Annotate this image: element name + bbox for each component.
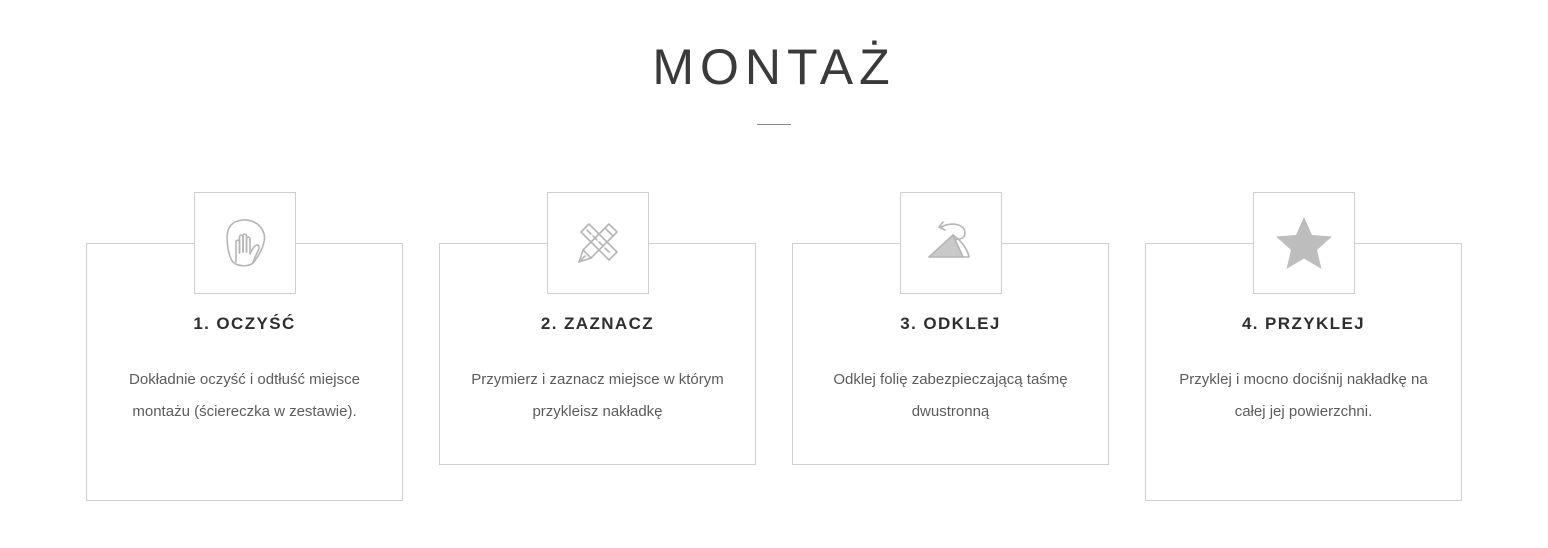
step-card-4 bbox=[1145, 243, 1462, 501]
step-text: Dokładnie oczyść i odtłuść miejsce montażu (ściereczka w zestawie). bbox=[129, 371, 360, 420]
step-card-3 bbox=[792, 243, 1109, 465]
step-title: 2. ZAZNACZ bbox=[540, 314, 655, 333]
step-text: Odklej folię zabezpieczającą taśmę dwustronną bbox=[833, 371, 1068, 420]
star-icon bbox=[1253, 192, 1355, 294]
peel-film-icon bbox=[900, 192, 1002, 294]
step-text: Przyklej i mocno dociśnij nakładkę na całej jej powierzchni. bbox=[1179, 371, 1428, 420]
heading-divider bbox=[757, 124, 791, 125]
section-heading bbox=[0, 0, 1548, 125]
pencil-ruler-icon bbox=[547, 192, 649, 294]
steps-list bbox=[0, 243, 1548, 501]
hand-wipe-icon bbox=[194, 192, 296, 294]
step-title: 1. OCZYŚĆ bbox=[193, 314, 296, 333]
step-card-2 bbox=[439, 243, 756, 465]
step-title: 3. ODKLEJ bbox=[900, 314, 1001, 333]
step-card-1 bbox=[86, 243, 403, 501]
page-title: MONTAŻ bbox=[652, 39, 896, 95]
step-text: Przymierz i zaznacz miejsce w którym przykleisz nakładkę bbox=[471, 371, 724, 420]
step-title: 4. PRZYKLEJ bbox=[1241, 314, 1366, 333]
